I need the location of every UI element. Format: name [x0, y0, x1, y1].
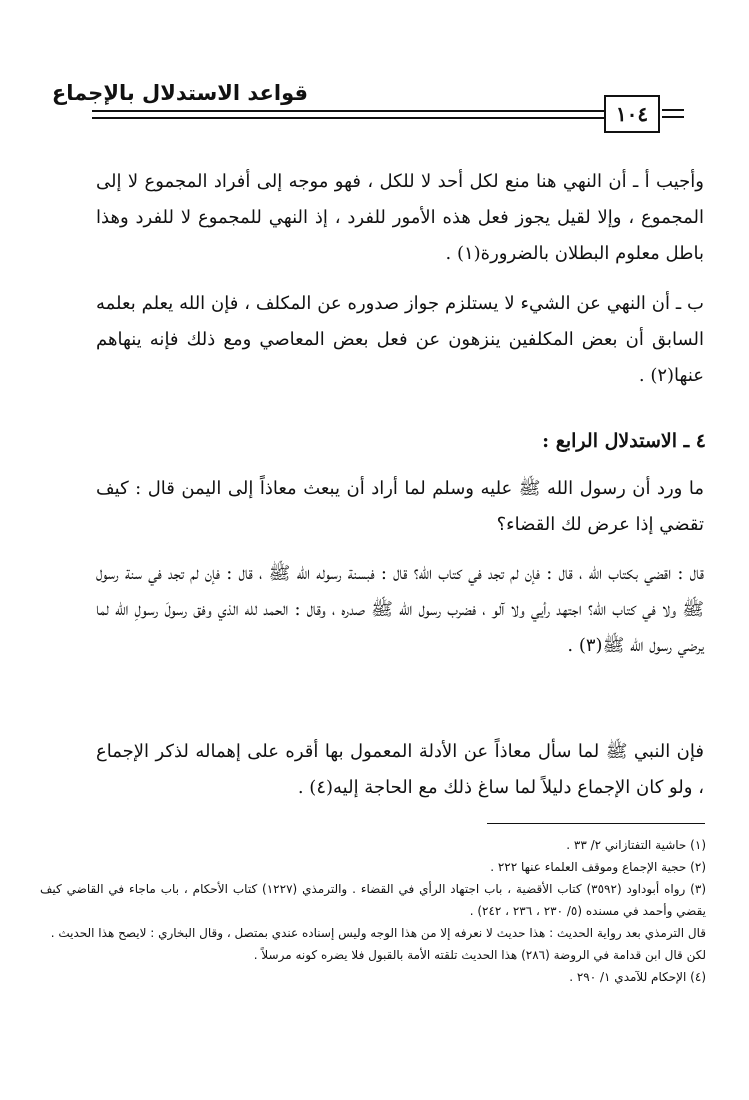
footnote: (٣) رواه أبوداود (٣٥٩٢) كتاب الأقضية ، باب اجتهاد الرأي في القضاء . والترمذي (١٢٢٧) كتاب الأحكام ، باب ماجاء في القاضي كيف يقضي وأحمد في مسنده (٥/ ٢٣٠ ، ٢٣٦ ، ٢٤٢) .	[40, 882, 706, 918]
header-rule	[92, 117, 658, 119]
paragraph: قال : اقضي بكتاب الله ، قال : فإن لم تجد في كتاب الله؟ قال : فبسنة رسوله الله ﷺ ، قال : فإن لم تجد في سنة رسول ﷺ ولا في كتاب الله؟ اجتهد رأيي ولا آلو ، فضرب رسول الله ﷺ صدره ، وقال : الحمد لله الذي وفق رسولَ رسولِ الله لما يرضي رسول الله ﷺ(٣) .	[96, 563, 704, 656]
page-number: ١٠٤	[604, 95, 660, 133]
footnote: لكن قال ابن قدامة في الروضة (٢٨٦) هذا الحديث تلقته الأمة بالقبول فلا يضره كونه مرسلاً .	[253, 948, 706, 962]
footnote-separator	[487, 823, 705, 824]
footnote: قال الترمذي بعد رواية الحديث : هذا حديث لا نعرفه إلا من هذا الوجه وليس إسناده عندي بمتصل ، وقال البخاري : لايصح هذا الحديث .	[50, 926, 706, 940]
header-rule	[92, 110, 658, 112]
page-number-rule	[662, 109, 684, 111]
footnote: (٤) الإحكام للآمدي ١/ ٢٩٠ .	[569, 970, 706, 984]
page-number-rule	[662, 116, 684, 118]
paragraph: ب ـ أن النهي عن الشيء لا يستلزم جواز صدوره عن المكلف ، فإن الله يعلم بعلمه السابق أن بعض المكلفين ينزهون عن فعل بعض المعاصي ومع ذلك فإنه ينهاهم عنها(٢) .	[96, 293, 704, 386]
footnotes	[40, 834, 706, 988]
footnote: (١) حاشية التفتازاني ٢/ ٣٣ .	[566, 838, 706, 852]
paragraph: ما ورد أن رسول الله ﷺ عليه وسلم لما أراد أن يبعث معاذاً إلى اليمن قال : كيف تقضي إذا عرض لك القضاء؟	[96, 478, 704, 535]
paragraph: وأجيب أ ـ أن النهي هنا منع لكل أحد لا للكل ، فهو موجه إلى أفراد المجموع لا إلى المجموع ، وإلا لقيل يجوز فعل هذه الأمور للفرد ، إذ النهي للمجموع لا للفرد وهذا باطل معلوم البطلان بالضرورة(١) .	[96, 171, 704, 264]
running-header-title: قواعد الاستدلال بالإجماع	[51, 81, 308, 105]
footnote: (٢) حجية الإجماع وموقف العلماء عنها ٢٢٢ .	[490, 860, 706, 874]
section-heading: ٤ ـ الاستدلال الرابع :	[542, 430, 706, 452]
paragraph: فإن النبي ﷺ لما سأل معاذاً عن الأدلة المعمول بها أقره على إهماله لذكر الإجماع ، ولو كان الإجماع دليلاً لما ساغ ذلك مع الحاجة إليه(٤) .	[96, 741, 704, 798]
